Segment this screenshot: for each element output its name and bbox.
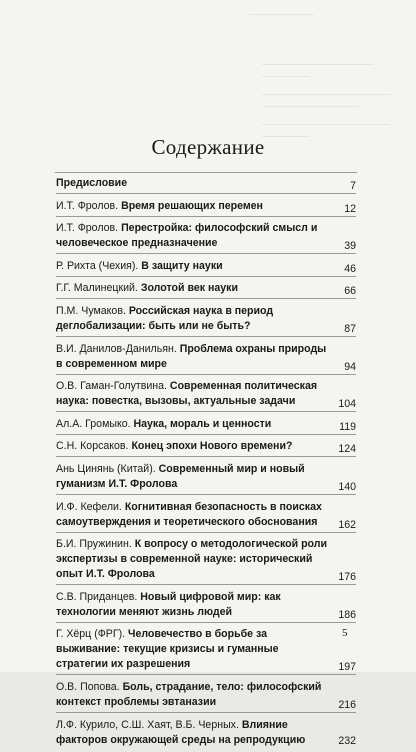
toc-author: Р. Рихта (Чехия). — [56, 259, 142, 272]
toc-author: Ань Цинянь (Китай). — [56, 462, 159, 475]
toc-author: Г.Г. Малинецкий. — [56, 282, 141, 295]
toc-entry[interactable] — [56, 176, 356, 194]
toc-entry[interactable] — [56, 342, 356, 375]
toc-entry[interactable] — [56, 590, 356, 623]
toc-entry[interactable] — [56, 199, 356, 217]
toc-page: 94 — [344, 360, 356, 373]
toc-entry[interactable] — [56, 500, 356, 533]
table-of-contents — [56, 176, 356, 752]
toc-page: 12 — [344, 202, 356, 215]
toc-entry[interactable] — [56, 221, 356, 254]
toc-entry[interactable] — [56, 537, 356, 585]
toc-title: Наука, мораль и ценности — [133, 417, 272, 430]
toc-entry[interactable] — [56, 379, 356, 412]
toc-author: Л.Ф. Курило, С.Ш. Хаят, В.Б. Черных. — [56, 718, 242, 731]
toc-title: Перестройка: философский смысл и человеческое предназначение — [56, 222, 318, 250]
toc-page: 104 — [338, 398, 356, 411]
toc-title: Золотой век науки — [140, 282, 238, 295]
toc-page: 162 — [338, 518, 356, 531]
toc-page: 232 — [338, 734, 356, 747]
toc-entry[interactable] — [56, 417, 356, 435]
toc-page: 176 — [338, 571, 356, 584]
toc-title: В защиту науки — [141, 259, 223, 272]
toc-title: Конец эпохи Нового времени? — [131, 440, 293, 453]
toc-page: 39 — [344, 240, 356, 253]
toc-page: 216 — [338, 698, 356, 711]
toc-title: Человечество в борьбе за выживание: текущие кризисы и гуманные стратегии их разрешения — [56, 628, 279, 671]
toc-author: О.В. Гаман-Голутвина. — [56, 380, 170, 393]
toc-title: Влияние факторов окружающей среды на репродукцию — [56, 718, 306, 746]
toc-title: Новый цифровой мир: как технологии меняют жизнь людей — [56, 590, 281, 618]
title-divider — [55, 172, 357, 173]
toc-entry[interactable] — [56, 304, 356, 337]
toc-title: Предисловие — [56, 177, 128, 189]
toc-page: 197 — [338, 661, 356, 674]
toc-author: С.В. Приданцев. — [56, 590, 141, 603]
toc-author: Ал.А. Громыко. — [56, 417, 134, 430]
toc-title: Современная политическая наука: повестка, вызовы, актуальные задачи — [56, 380, 318, 408]
toc-author: И.Т. Фролов. — [56, 199, 122, 212]
toc-entry[interactable] — [56, 439, 356, 457]
show-through-text: ———————— —————————————— —————— ———————————————— ———————————— ———————————————— —————— — [250, 9, 390, 140]
toc-entry[interactable] — [56, 718, 356, 748]
page-title: Содержание — [151, 135, 265, 159]
toc-page: 140 — [338, 480, 356, 493]
toc-entry[interactable] — [56, 680, 356, 713]
toc-author: И.Т. Фролов. — [56, 222, 122, 235]
toc-author: И.Ф. Кефели. — [56, 500, 125, 513]
toc-author: О.В. Попова. — [56, 680, 123, 693]
toc-title: Российская наука в период деглобализации: быть или не быть? — [56, 304, 274, 332]
toc-entry[interactable] — [56, 259, 356, 277]
toc-page: 7 — [350, 180, 356, 192]
toc-author: Г. Хёрц (ФРГ). — [56, 628, 128, 641]
toc-page: 124 — [338, 443, 356, 456]
toc-page: 186 — [338, 608, 356, 621]
toc-title: К вопросу о методологической роли экспертизы в современной науке: исторический опыт И.Т. Фролова — [56, 538, 328, 581]
toc-title: Современный мир и новый гуманизм И.Т. Фролова — [56, 462, 305, 490]
toc-entry[interactable] — [56, 627, 356, 675]
toc-title: Боль, страдание, тело: философский контекст проблемы эвтаназии — [56, 680, 322, 708]
toc-author: Б.И. Пружинин. — [56, 538, 135, 551]
toc-author: С.Н. Корсаков. — [56, 440, 132, 453]
toc-page: 87 — [344, 322, 356, 335]
toc-author: В.И. Данилов-Данильян. — [56, 342, 180, 355]
toc-page: 66 — [344, 285, 356, 298]
toc-entry[interactable] — [56, 462, 356, 495]
toc-title: Когнитивная безопасность в поисках самоутверждения и теоретического обоснования — [56, 500, 322, 528]
toc-page: 119 — [339, 420, 356, 433]
toc-title: Время решающих перемен — [121, 199, 263, 212]
page-number: 5 — [342, 627, 348, 639]
toc-page: 46 — [344, 262, 356, 275]
toc-author: П.М. Чумаков. — [56, 304, 129, 317]
toc-entry[interactable] — [56, 281, 356, 299]
toc-title: Проблема охраны природы в современном мире — [56, 342, 327, 370]
